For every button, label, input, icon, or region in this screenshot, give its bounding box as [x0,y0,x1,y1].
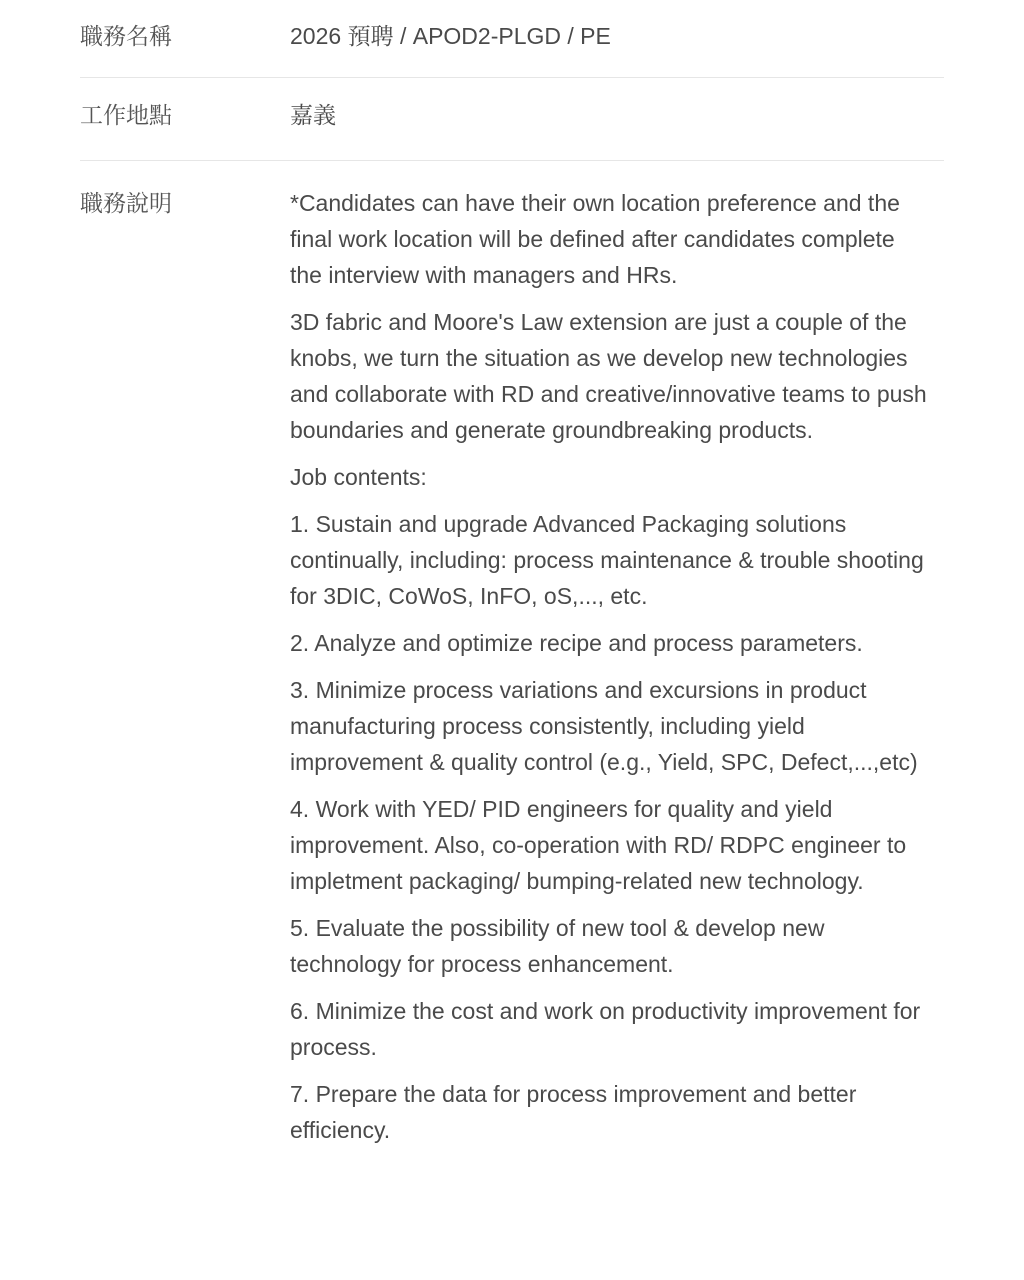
job-content-item: 3. Minimize process variations and excursions in product manufacturing process consistently, including yield improvement & quality control (e.g., Yield, SPC, Defect,...,etc) [290,677,918,775]
job-description-body [290,161,930,1148]
job-content-item: 7. Prepare the data for process improvement and better efficiency. [290,1081,857,1143]
job-location-label: 工作地點 [80,102,172,128]
job-content-item: 5. Evaluate the possibility of new tool & develop new technology for process enhancement. [290,915,825,977]
job-title-row [80,0,944,78]
job-location-value: 嘉義 [290,102,336,128]
description-paragraph: *Candidates can have their own location preference and the final work location will be defined after candidates complete the interview with managers and HRs. [290,190,900,288]
job-description-row [80,161,944,1148]
job-content-item: 2. Analyze and optimize recipe and process parameters. [290,630,863,656]
job-title-value: 2026 預聘 / APOD2-PLGD / PE [290,23,611,49]
job-content-item: 4. Work with YED/ PID engineers for quality and yield improvement. Also, co-operation with RD/ RDPC engineer to impletment packaging/ bumping-related new technology. [290,796,907,894]
job-contents-heading: Job contents: [290,464,427,490]
job-detail-table [80,0,944,1159]
job-content-item: 1. Sustain and upgrade Advanced Packaging solutions continually, including: process maintenance & trouble shooting for 3DIC, CoWoS, InFO, oS,..., etc. [290,511,924,609]
description-paragraph: 3D fabric and Moore's Law extension are just a couple of the knobs, we turn the situation as we develop new technologies and collaborate with RD and creative/innovative teams to push boundaries and generate groundbreaking products. [290,309,927,443]
job-title-label: 職務名稱 [80,23,172,49]
job-description-label: 職務說明 [80,190,172,216]
job-location-row [80,78,944,161]
job-content-item: 6. Minimize the cost and work on productivity improvement for process. [290,998,921,1060]
